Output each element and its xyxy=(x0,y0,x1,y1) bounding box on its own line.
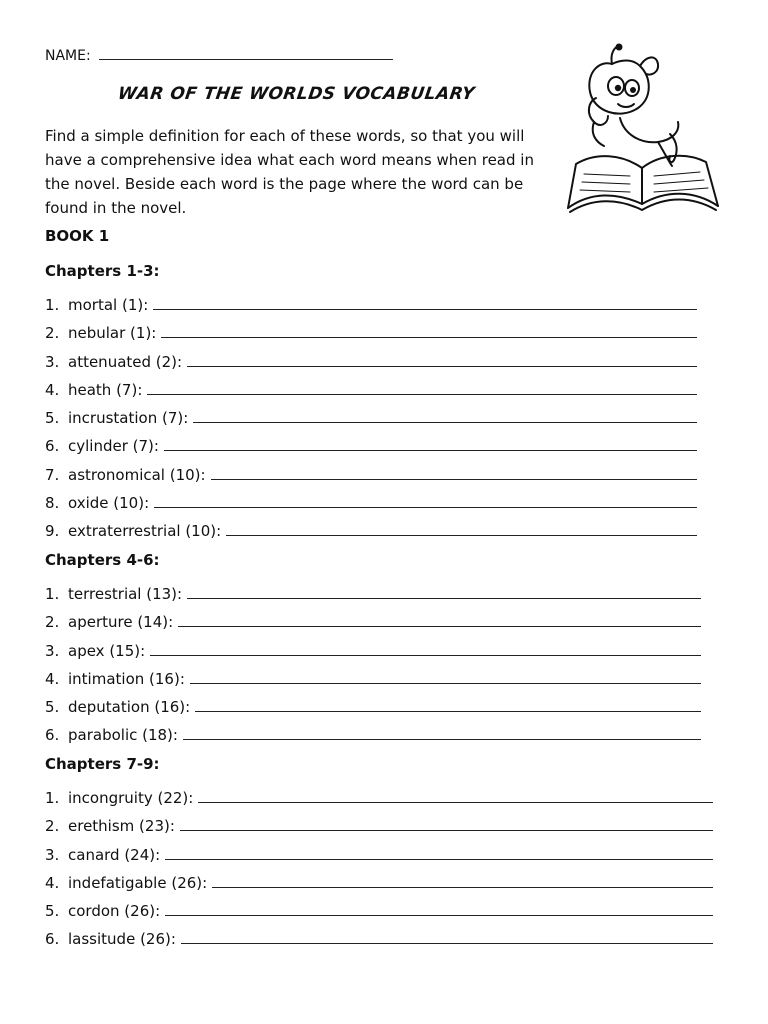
answer-line[interactable] xyxy=(161,327,697,338)
vocab-term: astronomical (10): xyxy=(68,465,206,484)
answer-line[interactable] xyxy=(147,384,697,395)
vocab-term: lassitude (26): xyxy=(68,930,176,949)
answer-line[interactable] xyxy=(164,440,697,451)
vocab-term: extraterrestrial (10): xyxy=(68,522,222,541)
answer-line[interactable] xyxy=(178,616,701,627)
vocab-list xyxy=(45,784,713,954)
vocab-item: 3. apex (15): xyxy=(45,637,701,665)
vocab-term: intimation (16): xyxy=(68,669,185,688)
vocab-term: nebular (1): xyxy=(68,324,157,343)
vocab-item: 7. astronomical (10): xyxy=(45,461,697,489)
vocab-term: incongruity (22): xyxy=(68,789,194,807)
reading-creature-icon xyxy=(560,42,724,218)
vocab-item: 2. aperture (14): xyxy=(45,608,701,636)
section-chapters-4-6 xyxy=(45,548,701,750)
section-title: Chapters 4-6: xyxy=(45,551,160,569)
answer-line[interactable] xyxy=(190,673,701,684)
answer-line[interactable] xyxy=(181,933,713,944)
vocab-term: incrustation (7): xyxy=(68,409,189,428)
name-blank-line[interactable] xyxy=(99,47,393,60)
instructions-text: Find a simple definition for each of these words, so that you will have a comprehensive idea what each word means when read in the novel. Beside each word is the page where the word can be found in the novel. xyxy=(45,127,534,217)
worksheet-title: WAR OF THE WORLDS VOCABULARY xyxy=(116,84,476,104)
section-chapters-7-9 xyxy=(45,752,713,954)
vocab-term: mortal (1): xyxy=(68,296,149,314)
answer-line[interactable] xyxy=(211,469,697,480)
vocab-item: 4. indefatigable (26): xyxy=(45,869,713,897)
vocab-term: deputation (16): xyxy=(68,698,191,717)
vocab-item: 1. mortal (1): xyxy=(45,291,697,319)
book-label: BOOK 1 xyxy=(45,227,110,245)
section-title: Chapters 7-9: xyxy=(45,755,160,773)
vocab-item: 5. deputation (16): xyxy=(45,693,701,721)
name-label: NAME: xyxy=(45,48,91,64)
answer-line[interactable] xyxy=(198,792,713,803)
vocab-term: heath (7): xyxy=(68,380,143,399)
vocab-item: 3. attenuated (2): xyxy=(45,348,697,376)
vocab-term: cylinder (7): xyxy=(68,437,159,456)
vocab-item: 2. nebular (1): xyxy=(45,319,697,347)
vocab-item: 3. canard (24): xyxy=(45,841,713,869)
vocab-item: 8. oxide (10): xyxy=(45,489,697,517)
answer-line[interactable] xyxy=(212,877,713,888)
section-chapters-1-3 xyxy=(45,259,697,546)
answer-line[interactable] xyxy=(195,701,701,712)
section-title: Chapters 1-3: xyxy=(45,262,160,280)
vocab-term: aperture (14): xyxy=(68,613,174,632)
name-field xyxy=(45,47,393,64)
answer-line[interactable] xyxy=(165,905,713,916)
answer-line[interactable] xyxy=(183,729,701,740)
answer-line[interactable] xyxy=(187,588,701,599)
vocab-term: apex (15): xyxy=(68,641,146,660)
answer-line[interactable] xyxy=(180,820,713,831)
answer-line[interactable] xyxy=(154,497,697,508)
vocab-term: terrestrial (13): xyxy=(68,585,183,603)
vocab-term: parabolic (18): xyxy=(68,726,178,745)
vocab-item: 6. parabolic (18): xyxy=(45,721,701,749)
vocab-item: 1. terrestrial (13): xyxy=(45,580,701,608)
answer-line[interactable] xyxy=(165,849,713,860)
vocab-term: oxide (10): xyxy=(68,494,150,513)
answer-line[interactable] xyxy=(153,299,697,310)
answer-line[interactable] xyxy=(226,525,697,536)
vocab-item: 4. intimation (16): xyxy=(45,665,701,693)
vocab-item: 2. erethism (23): xyxy=(45,812,713,840)
vocab-item: 5. incrustation (7): xyxy=(45,404,697,432)
vocab-item: 4. heath (7): xyxy=(45,376,697,404)
answer-line[interactable] xyxy=(150,645,701,656)
vocab-list xyxy=(45,291,697,546)
vocab-item: 6. lassitude (26): xyxy=(45,925,713,953)
vocab-term: canard (24): xyxy=(68,845,161,864)
vocab-item: 5. cordon (26): xyxy=(45,897,713,925)
answer-line[interactable] xyxy=(193,412,697,423)
answer-line[interactable] xyxy=(187,356,697,367)
vocab-term: cordon (26): xyxy=(68,902,161,921)
vocab-item: 6. cylinder (7): xyxy=(45,432,697,460)
vocab-term: indefatigable (26): xyxy=(68,873,208,892)
vocab-list xyxy=(45,580,701,750)
vocab-item: 9. extraterrestrial (10): xyxy=(45,517,697,545)
vocab-term: attenuated (2): xyxy=(68,352,183,371)
vocab-term: erethism (23): xyxy=(68,817,175,836)
vocab-item: 1. incongruity (22): xyxy=(45,784,713,812)
